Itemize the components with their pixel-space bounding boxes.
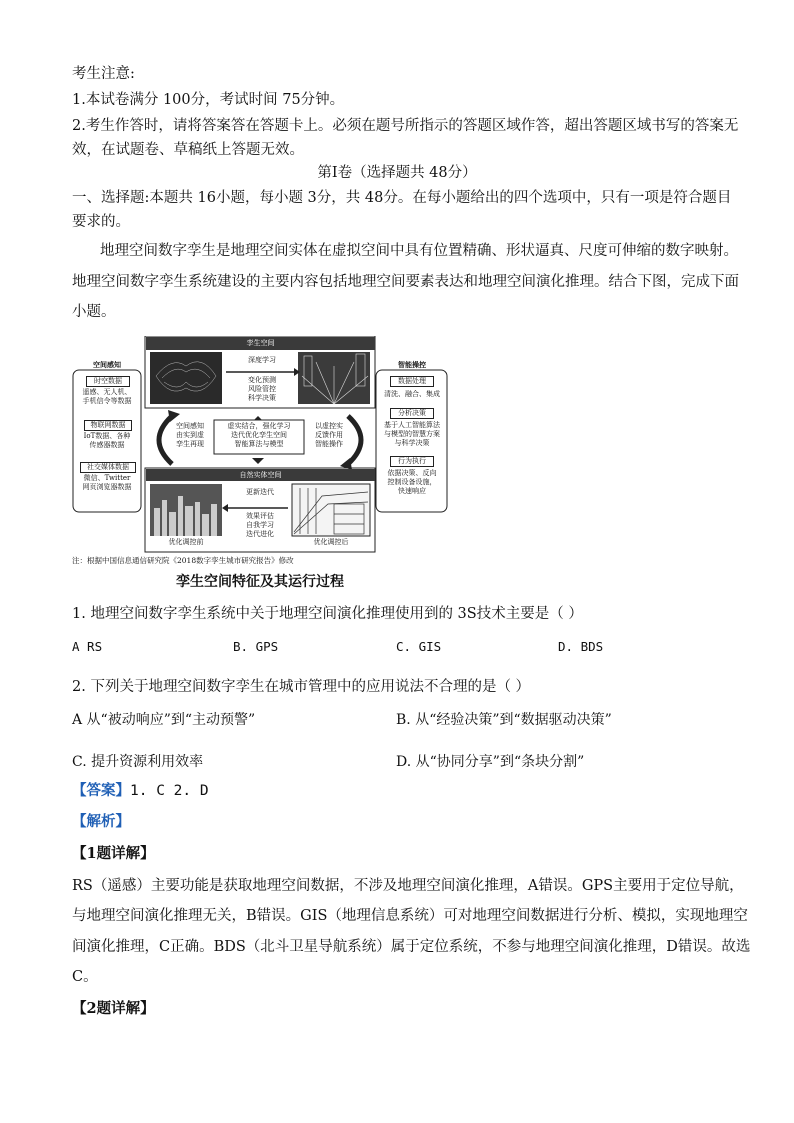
twin-space-title: 孪生空间 [146,337,375,350]
passage-line-1: 地理空间数字孪生是地理空间实体在虚拟空间中具有位置精确、形状逼真、尺度可伸缩的数字映射。 [100,243,738,259]
q2-option-c: C. 提升资源利用效率 [72,754,204,770]
eval-label: 效果评估 自我学习 迭代进化 [246,512,274,538]
nature-space-title: 自然实体空间 [146,469,375,481]
answer-line [72,781,209,801]
answer-text: 1. C 2. D [130,783,209,799]
left-item-1-head: 时空数据 [86,376,130,387]
notice-title: 考生注意: [72,66,135,82]
predict-label: 变化预测 风险管控 科学决策 [248,376,276,402]
notice-item-2b: 效，在试题卷、草稿纸上答题无效。 [72,142,304,158]
left-item-2-desc: IoT数据、各种 传感器数据 [83,432,131,449]
center-label: 虚实结合，强化学习 迭代优化孪生空间 智能算法与模型 [227,422,291,448]
q2-stem: 2. 下列关于地理空间数字孪生在城市管理中的应用说法不合理的是（ ） [72,679,531,695]
section-line-2: 要求的。 [72,214,130,230]
figure-caption: 孪生空间特征及其运行过程 [176,574,344,590]
left-item-1-desc: 遥感、无人机、 手机信令等数据 [82,388,132,405]
before-label: 优化调控前 [168,538,204,546]
figure-note: 注：根据中国信息通信研究院《2018数字孪生城市研究报告》修改 [72,556,294,565]
notice-item-1: 1.本试卷满分 100分，考试时间 75分钟。 [72,92,345,108]
q1-stem: 1. 地理空间数字孪生系统中关于地理空间演化推理使用到的 3S技术主要是（ ） [72,606,583,622]
right-item-1-desc: 清洗、融合、集成 [384,390,440,398]
twin-space-diagram [72,336,448,568]
detail1-line-3: 间演化推理，C正确。BDS（北斗卫星导航系统）属于定位系统，不参与地理空间演化推理，D错误。故选 [72,939,751,955]
detail1-label: 【1题详解】 [72,845,155,862]
after-label: 优化调控后 [313,538,349,546]
right-title: 智能操控 [398,360,426,369]
answer-label: 【答案】 [72,782,130,799]
q2-option-b: B. 从“经验决策”到“数据驱动决策” [396,712,612,728]
right-item-3-head: 行为执行 [390,456,434,467]
left-mid-label: 空间感知 由实到虚 孪生再现 [176,422,204,448]
right-item-3-desc: 依据决策、反向 控制设备设施， 快速响应 [387,469,437,495]
passage-line-3: 小题。 [72,304,116,320]
section-line-1: 一、选择题:本题共 16小题，每小题 3分，共 48分。在每小题给出的四个选项中，只有一项是符合题目 [72,190,732,206]
analysis-label: 【解析】 [72,813,130,830]
left-title: 空间感知 [93,360,121,369]
right-item-2-desc: 基于人工智能算法 与模型的智慧方案 与科学决策 [384,421,440,447]
q1-option-b: B. GPS [233,639,279,654]
q1-option-c: C. GIS [396,639,442,654]
right-mid-label: 以虚控实 反馈作用 智能操作 [315,422,343,448]
passage-line-2: 地理空间数字孪生系统建设的主要内容包括地理空间要素表达和地理空间演化推理。结合下图，完成下面 [72,274,739,290]
q2-option-a: A 从“被动响应”到“主动预警” [72,712,256,728]
detail1-line-2: 与地理空间演化推理无关，B错误。GIS（地理信息系统）可对地理空间数据进行分析、模拟，实现地理空 [72,908,748,924]
right-item-1-head: 数据处理 [390,376,434,387]
update-label: 更新迭代 [246,488,274,496]
volume-title: 第Ⅰ卷（选择题共 48分） [317,165,477,181]
detail1-line-4: C。 [72,969,98,985]
q1-option-d: D. BDS [558,639,604,654]
detail1-line-1: RS（遥感）主要功能是获取地理空间数据，不涉及地理空间演化推理，A错误。GPS主要用于定位导航， [72,878,744,894]
left-item-3-head: 社交媒体数据 [80,462,136,473]
left-item-3-desc: 微信、Twitter 网页浏览器数据 [82,474,132,491]
left-item-2-head: 物联网数据 [84,420,132,431]
right-item-2-head: 分析决策 [390,408,434,419]
q2-option-d: D. 从“协同分享”到“条块分割” [396,754,585,770]
deep-learning-label: 深度学习 [248,356,276,364]
notice-item-2a: 2.考生作答时，请将答案答在答题卡上。必须在题号所指示的答题区域作答，超出答题区域书写的答案无 [72,118,739,134]
detail2-label: 【2题详解】 [72,1000,155,1017]
q1-option-a: A RS [72,639,103,654]
